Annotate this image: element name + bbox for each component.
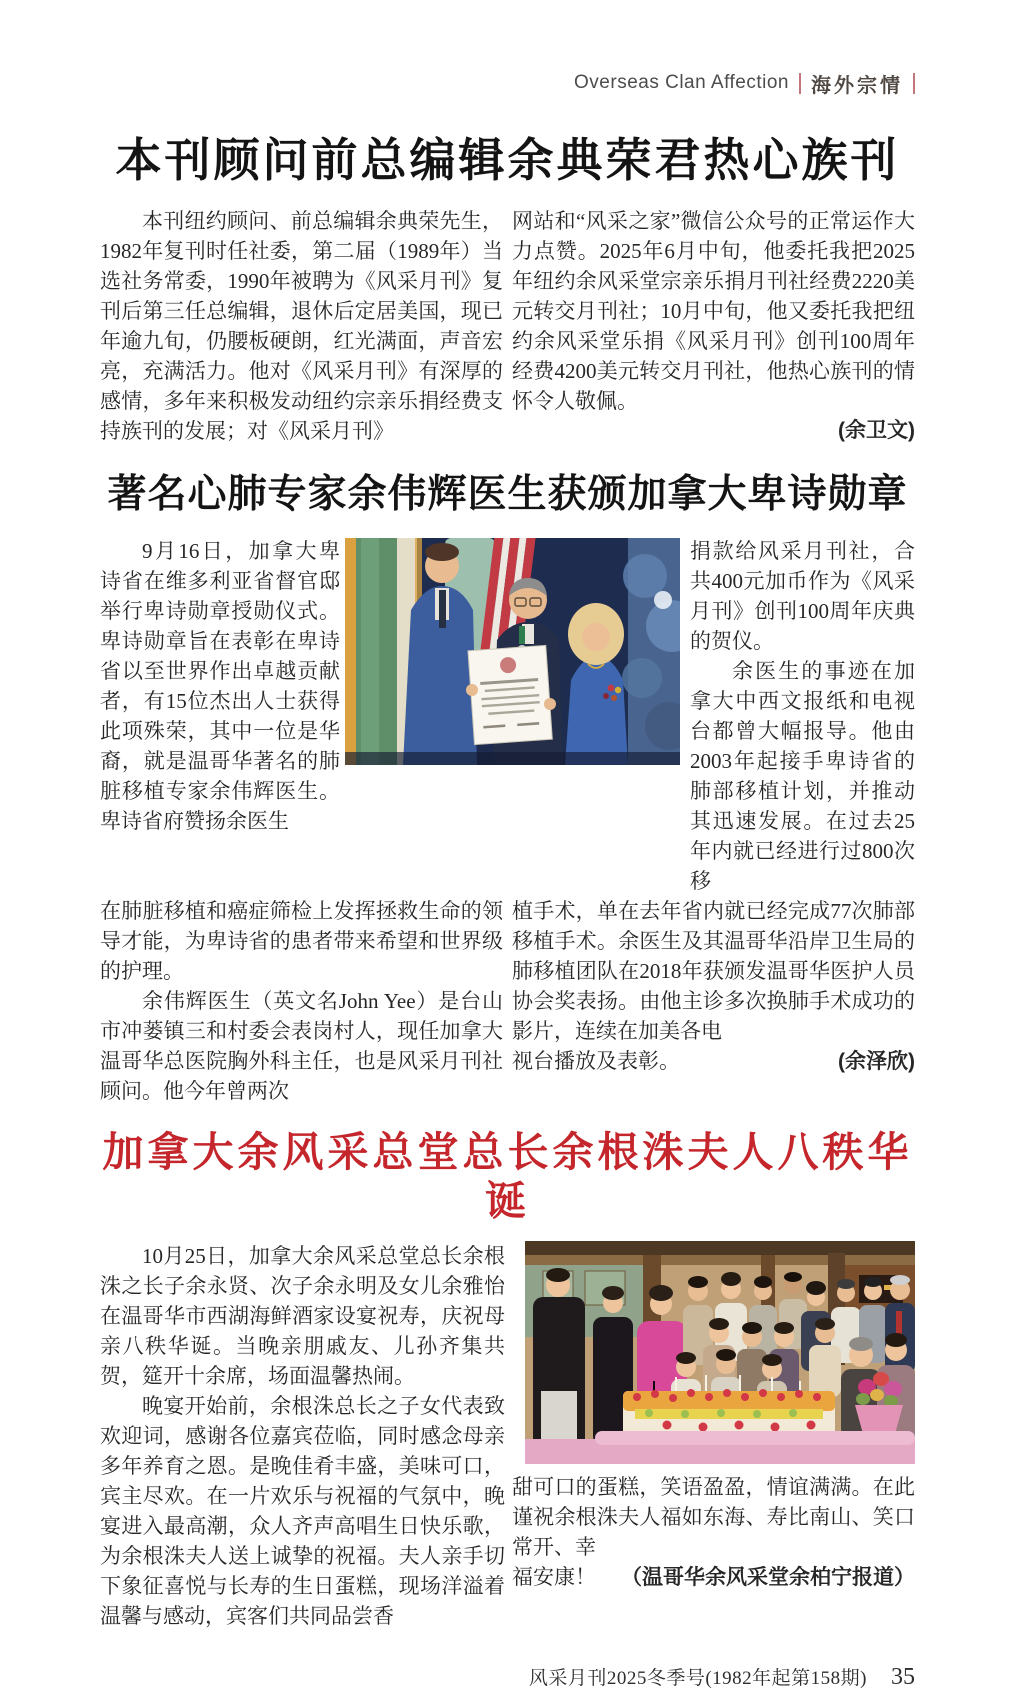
footer-issue-label: 风采月刊2025冬季号(1982年起第158期) (528, 1667, 867, 1689)
birthday-banquet-photo (525, 1241, 915, 1464)
article-2-left-wide-column (100, 896, 503, 1106)
article-1-title: 本刊顾问前总编辑余典荣君热心族刊 (115, 134, 900, 186)
header-chinese-label: 海外宗情 (811, 74, 903, 97)
paragraph: 晚宴开始前，余根洙总长之子女代表致欢迎词，感谢各位嘉宾莅临，同时感念母亲多年养育之恩。是晚佳肴丰盛，美味可口，宾主尽欢。在一片欢乐与祝福的气氛中，晚宴进入最高潮，众人齐声高唱生日快乐歌，为余根洙夫人送上诚挚的祝福。夫人亲手切下象征喜悦与长寿的生日蛋糕，现场洋溢着温馨与感动，宾客们共同品尝香 (100, 1393, 505, 1628)
page-header (100, 70, 915, 96)
header-english-label: Overseas Clan Affection (574, 72, 789, 93)
person-figure-right (565, 603, 628, 765)
article-2-last-line (512, 1046, 915, 1077)
article-2 (100, 472, 915, 1107)
paragraph-tail: 视台播放及表彰。 (512, 1049, 680, 1074)
article-3-title: 加拿大余风采总堂总长余根洙夫人八秩华诞 (102, 1129, 913, 1225)
paragraph: 捐款给风采月刊社，合共400元加币作为《风采月刊》创刊100周年庆典的贺仪。 (690, 539, 915, 654)
article-2-lower (100, 896, 915, 1106)
article-3-left-column (100, 1241, 505, 1631)
certificate-graphic (468, 646, 552, 745)
article-3 (100, 1128, 915, 1630)
paragraph: 9月16日，加拿大卑诗省在维多利亚省督官邸举行卑诗勋章授勋仪式。卑诗勋章旨在表彰在卑诗省以至世界作出卓越贡献者，有15位杰出人士获得此项殊荣，其中一位是华裔，就是温哥华著名的肺脏移植专家余伟辉医生。卑诗省府赞扬余医生 (100, 539, 340, 834)
paragraph: 本刊纽约顾问、前总编辑余典荣先生，1982年复刊时任社委，第二届（1989年）当选社务常委，1990年被聘为《风采月刊》复刊后第三任总编辑，退休后定居美国，现已年逾九旬，仍腰板硬朗，红光满面，声音宏亮，充满活力。他对《风采月刊》有深厚的感情，多年来积极发动纽约宗亲乐捐经费支持族刊的发展；对《风采月刊》 (100, 208, 503, 443)
article-1 (100, 132, 915, 446)
article-1-signature: (余卫文) (838, 418, 915, 442)
article-1-column-left (100, 206, 503, 446)
article-1-body (100, 206, 915, 446)
paragraph: 余医生的事迹在加拿大中西文报纸和电视台都曾大幅报导。他由2003年起接手卑诗省的肺部移植计划，并推动其迅速发展。在过去25年内就已经进行过800次移 (690, 659, 915, 894)
page-footer (100, 1663, 915, 1691)
article-3-caption (512, 1472, 915, 1593)
article-2-left-narrow-column (100, 536, 340, 896)
paragraph: 网站和“风采之家”微信公众号的正常运作大力点赞。2025年6月中旬，他委托我把2025年纽约余风采堂宗亲乐捐月刊社经费2220美元转交月刊社；10月中旬，他又委托我把纽约余风采堂乐捐《风采月刊》创刊100周年经费4200美元转交月刊社，他热心族刊的情怀令人敬佩。 (512, 208, 915, 413)
paragraph: 余伟辉医生（英文名John Yee）是台山市冲蒌镇三和村委会表岗村人，现任加拿大温哥华总医院胸外科主任，也是风采月刊社顾问。他今年曾两次 (100, 989, 503, 1104)
footer-page-number: 35 (891, 1663, 915, 1690)
paragraph: 植手术，单在去年省内就已经完成77次肺部移植手术。余医生及其温哥华沿岸卫生局的肺移植团队在2018年获颁发温哥华医护人员协会奖表扬。由他主诊多次换肺手术成功的影片，连续在加美各电 (512, 899, 915, 1044)
caption-last-line (512, 1562, 915, 1593)
article-2-signature: (余泽欣) (838, 1050, 915, 1074)
article-2-upper (100, 536, 915, 896)
flower-bouquet-graphic (855, 1372, 903, 1441)
header-divider-bar (913, 73, 915, 94)
paragraph-tail: 福安康！ (512, 1564, 596, 1589)
header-divider-bar (799, 73, 801, 94)
paragraph: 10月25日，加拿大余风采总堂总长余根洙之长子余永贤、次子余永明及女儿余雅怡在温哥华市西湖海鲜酒家设宴祝寿，庆祝母亲八秩华诞。当晚亲朋戚友、儿孙齐集共贺，筵开十余席，场面温馨热闹。 (100, 1243, 505, 1388)
article-3-photo-block (512, 1241, 915, 1631)
paragraph: 在肺脏移植和癌症筛检上发挥拯救生命的领导才能，为卑诗省的患者带来希望和世界级的护理。 (100, 899, 503, 984)
paragraph: 甜可口的蛋糕，笑语盈盈，情谊满满。在此谨祝余根洙夫人福如东海、寿比南山、笑口常开、幸 (512, 1474, 915, 1559)
article-2-right-wide-column (512, 896, 915, 1106)
award-ceremony-photo (345, 538, 680, 765)
article-2-right-narrow-column (690, 536, 915, 896)
article-3-body (100, 1241, 915, 1631)
article-3-credit: （温哥华余风采堂余柏宁报道） (621, 1565, 915, 1589)
article-2-title: 著名心肺专家余伟辉医生获颁加拿大卑诗勋章 (107, 472, 908, 516)
article-1-column-right (512, 206, 915, 446)
